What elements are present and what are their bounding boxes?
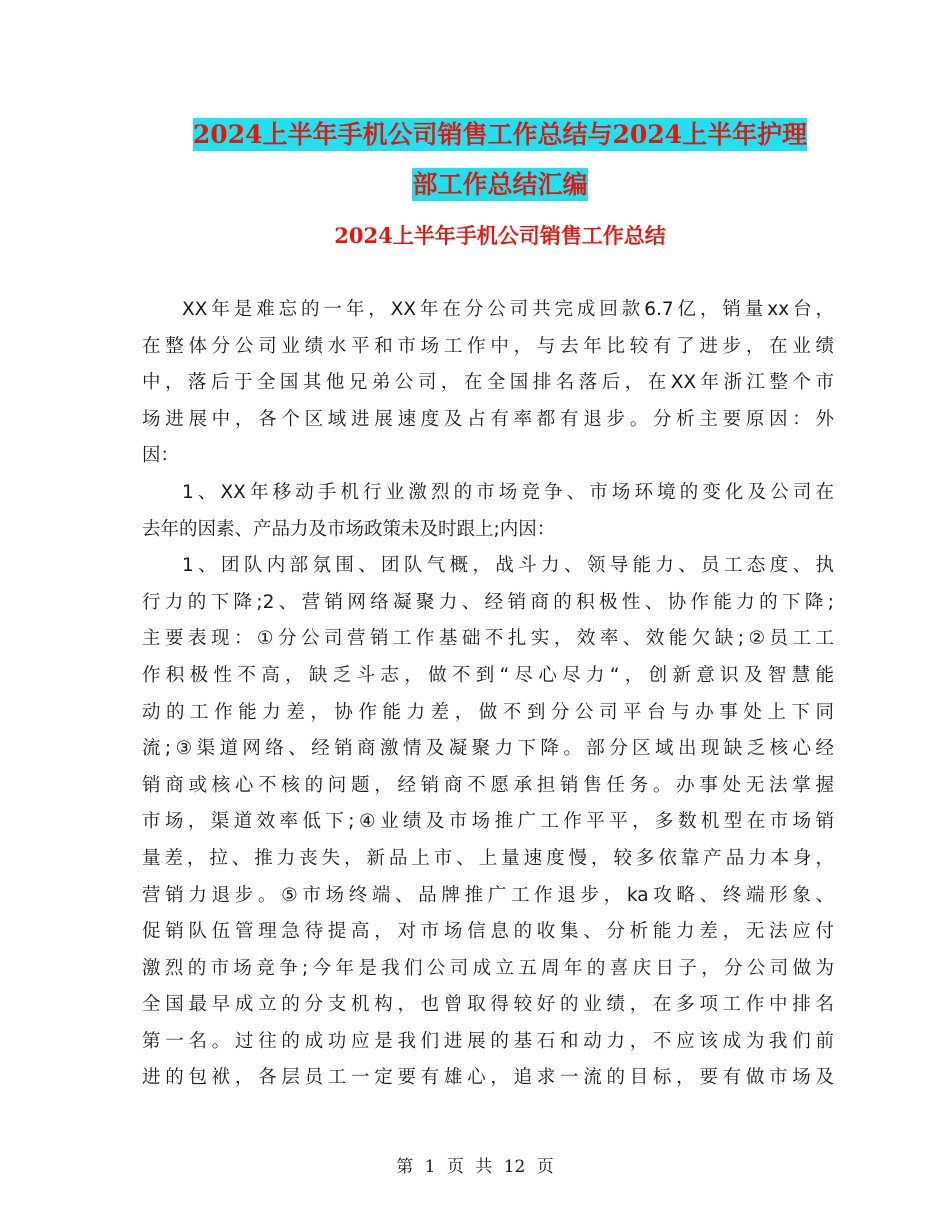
paragraph-line: 激烈的市场竞争;今年是我们公司成立五周年的喜庆日子，分公司做为: [142, 957, 834, 979]
paragraph-line: 全国最早成立的分支机构，也曾取得较好的业绩，在多项工作中排名: [142, 994, 834, 1016]
section-title: 2024上半年手机公司销售工作总结: [334, 223, 666, 248]
paragraph-line: 主要表现：①分公司营销工作基础不扎实，效率、效能欠缺;②员工工: [142, 628, 834, 650]
paragraph-line: 1、团队内部氛围、团队气概，战斗力、领导能力、员工态度、执: [182, 555, 834, 577]
document-title-line-2: 部工作总结汇编: [412, 170, 588, 199]
paragraph-line: 行力的下降;2、营销网络凝聚力、经销商的积极性、协作能力的下降;: [142, 591, 834, 613]
paragraph-line: 1、XX年移动手机行业激烈的市场竞争、市场环境的变化及公司在: [182, 481, 834, 503]
paragraph-line: 进的包袱，各层员工一定要有雄心，追求一流的目标，要有做市场及: [142, 1067, 834, 1089]
paragraph-line: 因：: [142, 445, 180, 467]
paragraph-line: XX年是难忘的一年，XX年在分公司共完成回款6.7亿，销量xx台，: [182, 299, 834, 320]
page-footer: 第 1 页 共 12 页: [396, 1157, 554, 1177]
paragraph-line: 中，落后于全国其他兄弟公司，在全国排名落后，在XX年浙江整个市: [142, 372, 834, 394]
document-title-line-1: 2024上半年手机公司销售工作总结与2024上半年护理: [192, 120, 808, 149]
paragraph-line: 动的工作能力差，协作能力差，做不到分公司平台与办事处上下同: [142, 701, 834, 723]
document-title: [140, 110, 860, 210]
paragraph-line: 销商或核心不核的问题，经销商不愿承担销售任务。办事处无法掌握: [142, 774, 834, 796]
paragraph-line: 场进展中，各个区域进展速度及占有率都有退步。分析主要原因：外: [142, 408, 834, 430]
body-text: [142, 292, 834, 1097]
paragraph-line: 市场，渠道效率低下;④业绩及市场推广工作平平，多数机型在市场销: [142, 811, 834, 833]
paragraph-line: 营销力退步。⑤市场终端、品牌推广工作退步，ka攻略、终端形象、: [142, 884, 834, 906]
paragraph-line: 促销队伍管理急待提高，对市场信息的收集、分析能力差，无法应付: [142, 921, 834, 943]
paragraph-line: 第一名。过往的成功应是我们进展的基石和动力，不应该成为我们前: [142, 1030, 834, 1052]
paragraph-line: 量差，拉、推力丧失，新品上市、上量速度慢，较多依靠产品力本身，: [142, 847, 834, 869]
paragraph-line: 在整体分公司业绩水平和市场工作中，与去年比较有了进步，在业绩: [142, 335, 834, 357]
paragraph-line: 流;③渠道网络、经销商激情及凝聚力下降。部分区域出现缺乏核心经: [142, 738, 834, 760]
paragraph-line: 作积极性不高，缺乏斗志，做不到“尽心尽力“，创新意识及智慧能: [142, 664, 834, 686]
paragraph-line: 去年的因素、产品力及市场政策未及时跟上;内因：: [142, 518, 556, 540]
